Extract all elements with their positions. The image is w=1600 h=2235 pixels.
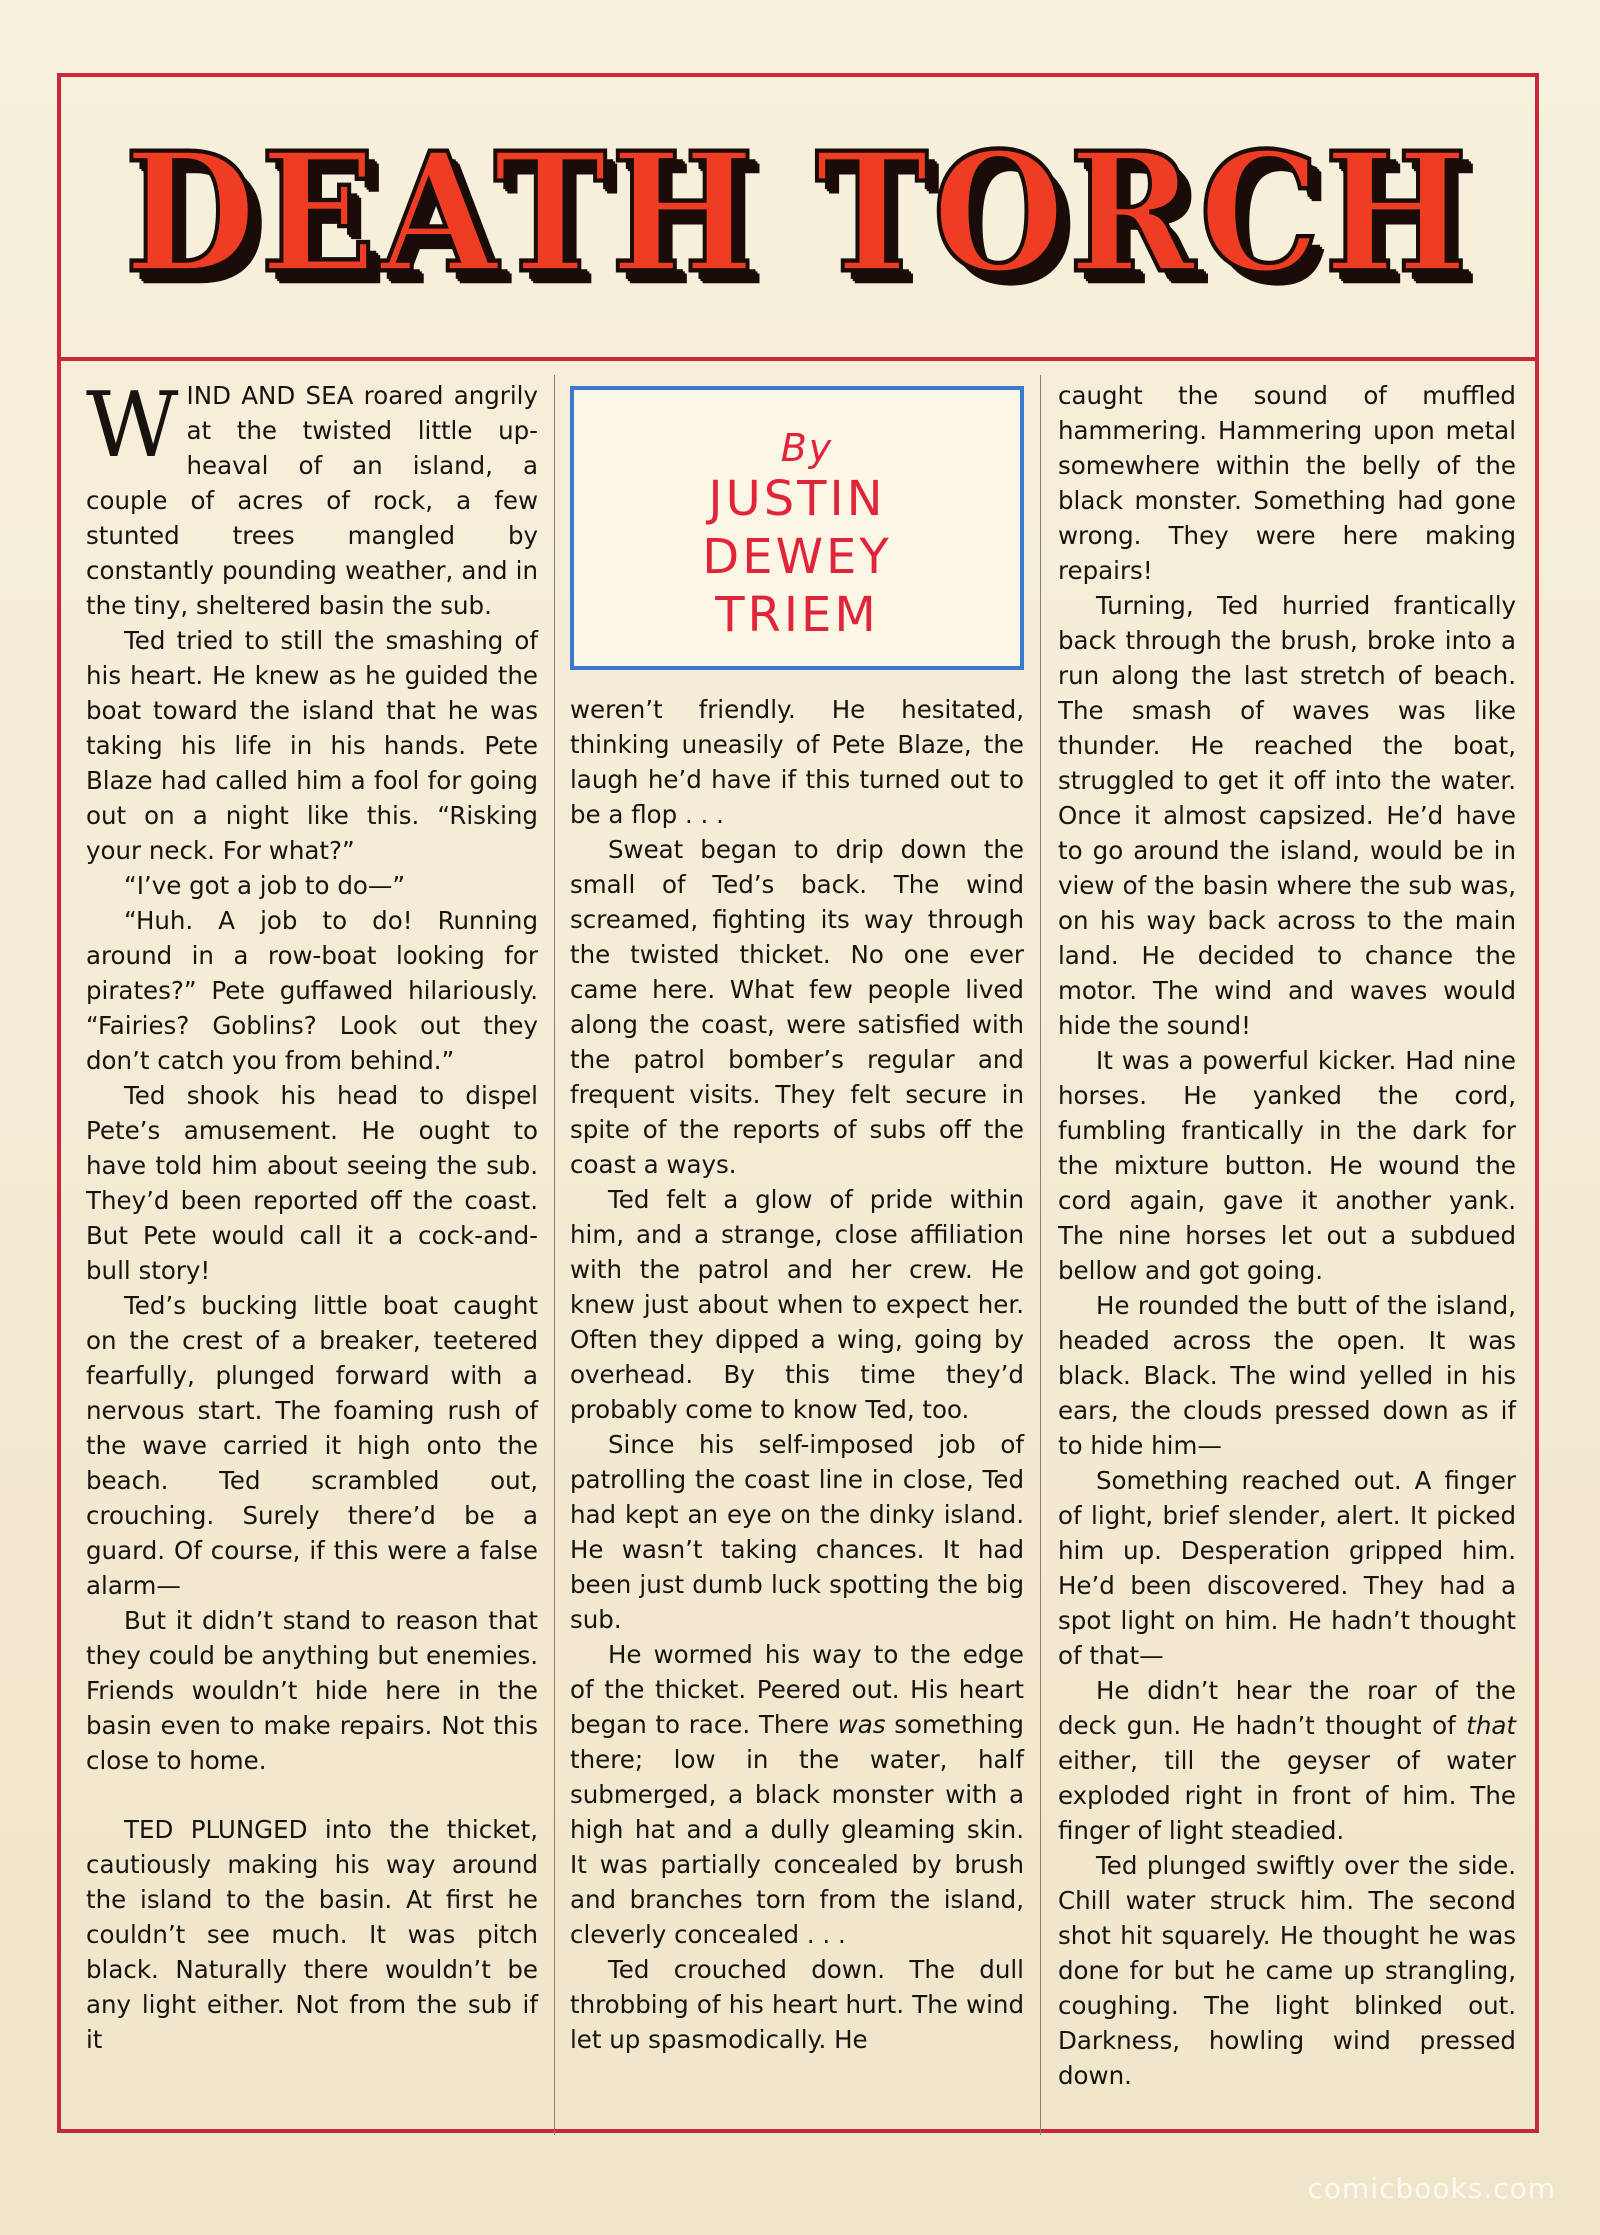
paragraph: “Huh. A job to do! Running around in a row-boat looking for pirates?” Pete guffawed hilariously. “Fairies? Goblins? Look out they don’t catch you from behind.” <box>86 906 538 1075</box>
text-column-3 <box>1058 378 1516 2093</box>
paragraph: He wormed his way to the edge of the thicket. Peered out. His heart began to race. There was something there; low in the water, half submerged, a black monster with a high hat and a dully gleaming skin. It was partially concealed by brush and branches torn from the island, cleverly concealed . . . <box>570 1640 1024 1949</box>
author-name-line: JUSTIN <box>708 471 886 527</box>
paragraph: He rounded the butt of the island, headed across the open. It was black. Black. The wind yelled in his ears, the clouds pressed down as if to hide him— <box>1058 1291 1516 1460</box>
paragraph: Sweat began to drip down the small of Ted’s back. The wind screamed, fighting its way through the twisted thicket. No one ever came here. What few people lived along the coast, were satisfied with the patrol bomber’s regular and frequent visits. They felt secure in spite of the reports of subs off the coast a ways. <box>570 835 1024 1179</box>
paragraph: Ted felt a glow of pride within him, and a strange, close affiliation with the patrol and her crew. He knew just about when to expect her. Often they dipped a wing, going by overhead. By this time they’d probably come to know Ted, too. <box>570 1185 1024 1424</box>
paragraph: Ted’s bucking little boat caught on the crest of a breaker, teetered fearfully, plunged forward with a nervous start. The foaming rush of the wave carried it high onto the beach. Ted scrambled out, crouching. Surely there’d be a guard. Of course, if this were a false alarm— <box>86 1291 538 1600</box>
site-watermark: comicbooks.com <box>1307 2172 1556 2205</box>
paragraph: caught the sound of muffled hammering. Hammering upon metal somewhere within the belly of the black monster. Something had gone wrong. They were here making repairs! <box>1058 381 1516 585</box>
column-divider <box>554 375 555 2135</box>
paragraph: Ted tried to still the smashing of his heart. He knew as he guided the boat toward the island that he was taking his life in his hands. Pete Blaze had called him a fool for going out on a night like this. “Risking your neck. For what?” <box>86 626 538 865</box>
paragraph: weren’t friendly. He hesitated, thinking uneasily of Pete Blaze, the laugh he’d have if this turned out to be a flop . . . <box>570 695 1024 829</box>
paragraph: It was a powerful kicker. Had nine horses. He yanked the cord, fumbling frantically in the dark for the mixture button. He wound the cord again, gave it another yank. The nine horses let out a subdued bellow and got going. <box>1058 1046 1516 1285</box>
paragraph: Ted shook his head to dispel Pete’s amusement. He ought to have told him about seeing the sub. They’d been reported off the coast. But Pete would call it a cock-and-bull story! <box>86 1081 538 1285</box>
paragraph: WIND AND SEA roared angrily at the twisted little up-heaval of an island, a couple of acres of rock, a few stunted trees mangled by constantly pounding weather, and in the tiny, sheltered basin the sub. <box>86 373 538 620</box>
paragraph: Ted crouched down. The dull throbbing of his heart hurt. The wind let up spasmodically. He <box>570 1955 1024 2054</box>
paragraph: “I’ve got a job to do—” <box>124 871 406 900</box>
text-column-1 <box>86 373 538 2057</box>
paragraph: TED PLUNGED into the thicket, cautiously making his way around the island to the basin. At first he couldn’t see much. It was pitch black. Naturally there wouldn’t be any light either. Not from the sub if it <box>86 1815 538 2054</box>
byline-box <box>570 386 1024 670</box>
byline-by: By <box>780 426 834 470</box>
section-break <box>86 1778 538 1812</box>
story-title: DEATH TORCH <box>124 115 1472 309</box>
author-name-line: TRIEM <box>715 587 879 643</box>
column-divider <box>1040 375 1041 2135</box>
paragraph: Ted plunged swiftly over the side. Chill water struck him. The second shot hit squarely. He thought he was done for but he came up strangling, coughing. The light blinked out. Darkness, howling wind pressed down. <box>1058 1851 1516 2090</box>
text-column-2 <box>570 692 1024 2057</box>
author-name-line: DEWEY <box>702 529 892 585</box>
drop-cap: W <box>86 373 179 478</box>
paragraph: But it didn’t stand to reason that they could be anything but enemies. Friends wouldn’t hide here in the basin even to make repairs. Not this close to home. <box>86 1606 538 1775</box>
title-panel <box>57 73 1539 361</box>
paragraph: Something reached out. A finger of light, brief slender, alert. It picked him up. Desperation gripped him. He’d been discovered. They had a spot light on him. He hadn’t thought of that— <box>1058 1466 1516 1670</box>
paragraph: Turning, Ted hurried frantically back through the brush, broke into a run along the last stretch of beach. The smash of waves was like thunder. He reached the boat, struggled to get it off into the water. Once it almost capsized. He’d have to go around the island, would be in view of the basin where the sub was, on his way back across to the main land. He decided to chance the motor. The wind and waves would hide the sound! <box>1058 591 1516 1040</box>
paragraph: Since his self-imposed job of patrolling the coast line in close, Ted had kept an eye on the dinky island. He wasn’t taking chances. It had been just dumb luck spotting the big sub. <box>570 1430 1024 1634</box>
paragraph: He didn’t hear the roar of the deck gun. He hadn’t thought of that either, till the geyser of water exploded right in front of him. The finger of light steadied. <box>1058 1676 1516 1845</box>
